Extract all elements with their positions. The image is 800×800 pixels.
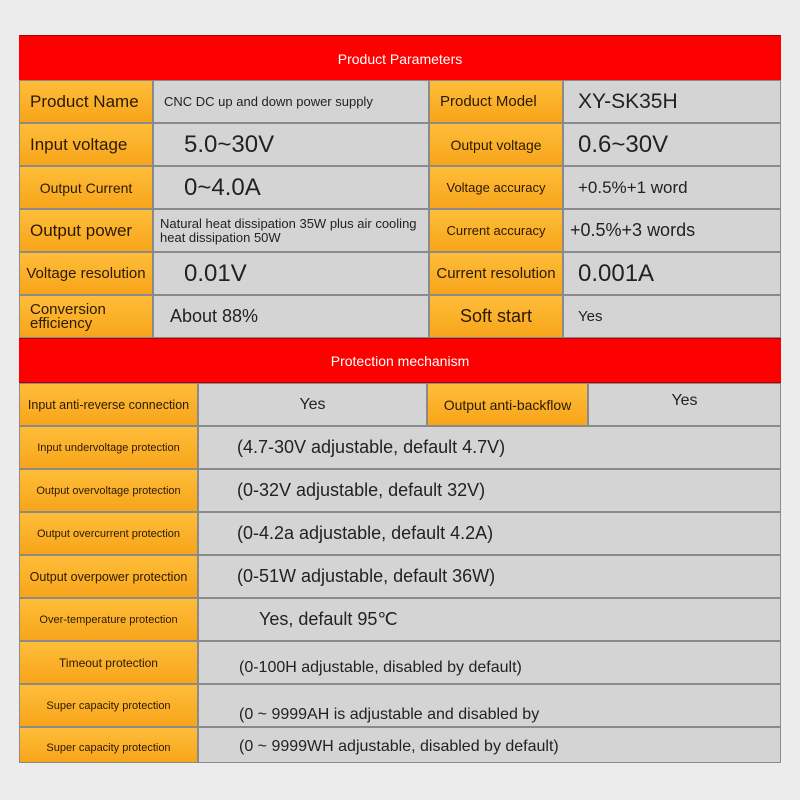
label-over-temperature: Over-temperature protection xyxy=(19,598,198,641)
label-output-overpower: Output overpower protection xyxy=(19,555,198,598)
value-super-capacity-wh: (0 ~ 9999WH adjustable, disabled by default) xyxy=(198,727,781,763)
label-input-anti-reverse: Input anti-reverse connection xyxy=(19,383,198,426)
label-product-model: Product Model xyxy=(429,80,563,123)
product-parameters-title: Product Parameters xyxy=(337,51,463,67)
label-voltage-resolution: Voltage resolution xyxy=(19,252,153,295)
value-conversion-efficiency: About 88% xyxy=(153,295,429,338)
value-current-accuracy: +0.5%+3 words xyxy=(563,209,781,252)
value-current-resolution: 0.001A xyxy=(563,252,781,295)
label-current-resolution: Current resolution xyxy=(429,252,563,295)
protection-mechanism-title: Protection mechanism xyxy=(330,352,470,369)
label-current-accuracy: Current accuracy xyxy=(429,209,563,252)
value-product-model: XY-SK35H xyxy=(563,80,781,123)
label-conversion-efficiency: Conversion efficiency xyxy=(19,295,153,338)
value-product-name: CNC DC up and down power supply xyxy=(153,80,429,123)
product-parameters-header xyxy=(19,35,781,83)
value-output-power: Natural heat dissipation 35W plus air cooling heat dissipation 50W xyxy=(153,209,429,252)
label-super-capacity-wh: Super capacity protection xyxy=(19,727,198,763)
value-over-temperature: Yes, default 95℃ xyxy=(198,598,781,641)
label-super-capacity-ah: Super capacity protection xyxy=(19,684,198,727)
value-output-anti-backflow: Yes xyxy=(588,383,781,426)
value-voltage-accuracy: +0.5%+1 word xyxy=(563,166,781,209)
label-input-voltage: Input voltage xyxy=(19,123,153,166)
value-soft-start: Yes xyxy=(563,295,781,338)
value-output-current: 0~4.0A xyxy=(153,166,429,209)
value-voltage-resolution: 0.01V xyxy=(153,252,429,295)
value-input-anti-reverse: Yes xyxy=(198,383,427,426)
protection-mechanism-header xyxy=(19,338,781,383)
label-output-voltage: Output voltage xyxy=(429,123,563,166)
label-voltage-accuracy: Voltage accuracy xyxy=(429,166,563,209)
label-output-anti-backflow: Output anti-backflow xyxy=(427,383,588,426)
label-input-undervoltage: Input undervoltage protection xyxy=(19,426,198,469)
label-output-overvoltage: Output overvoltage protection xyxy=(19,469,198,512)
value-output-overcurrent: (0-4.2a adjustable, default 4.2A) xyxy=(198,512,781,555)
label-output-current: Output Current xyxy=(19,166,153,209)
value-input-undervoltage: (4.7-30V adjustable, default 4.7V) xyxy=(198,426,781,469)
value-output-overvoltage: (0-32V adjustable, default 32V) xyxy=(198,469,781,512)
value-input-voltage: 5.0~30V xyxy=(153,123,429,166)
label-output-power: Output power xyxy=(19,209,153,252)
label-output-overcurrent: Output overcurrent protection xyxy=(19,512,198,555)
spec-sheet xyxy=(19,35,781,763)
label-timeout: Timeout protection xyxy=(19,641,198,684)
value-output-voltage: 0.6~30V xyxy=(563,123,781,166)
value-super-capacity-ah: (0 ~ 9999AH is adjustable and disabled by xyxy=(198,684,781,727)
label-product-name: Product Name xyxy=(19,80,153,123)
value-output-overpower: (0-51W adjustable, default 36W) xyxy=(198,555,781,598)
label-soft-start: Soft start xyxy=(429,295,563,338)
value-timeout: (0-100H adjustable, disabled by default) xyxy=(198,641,781,684)
